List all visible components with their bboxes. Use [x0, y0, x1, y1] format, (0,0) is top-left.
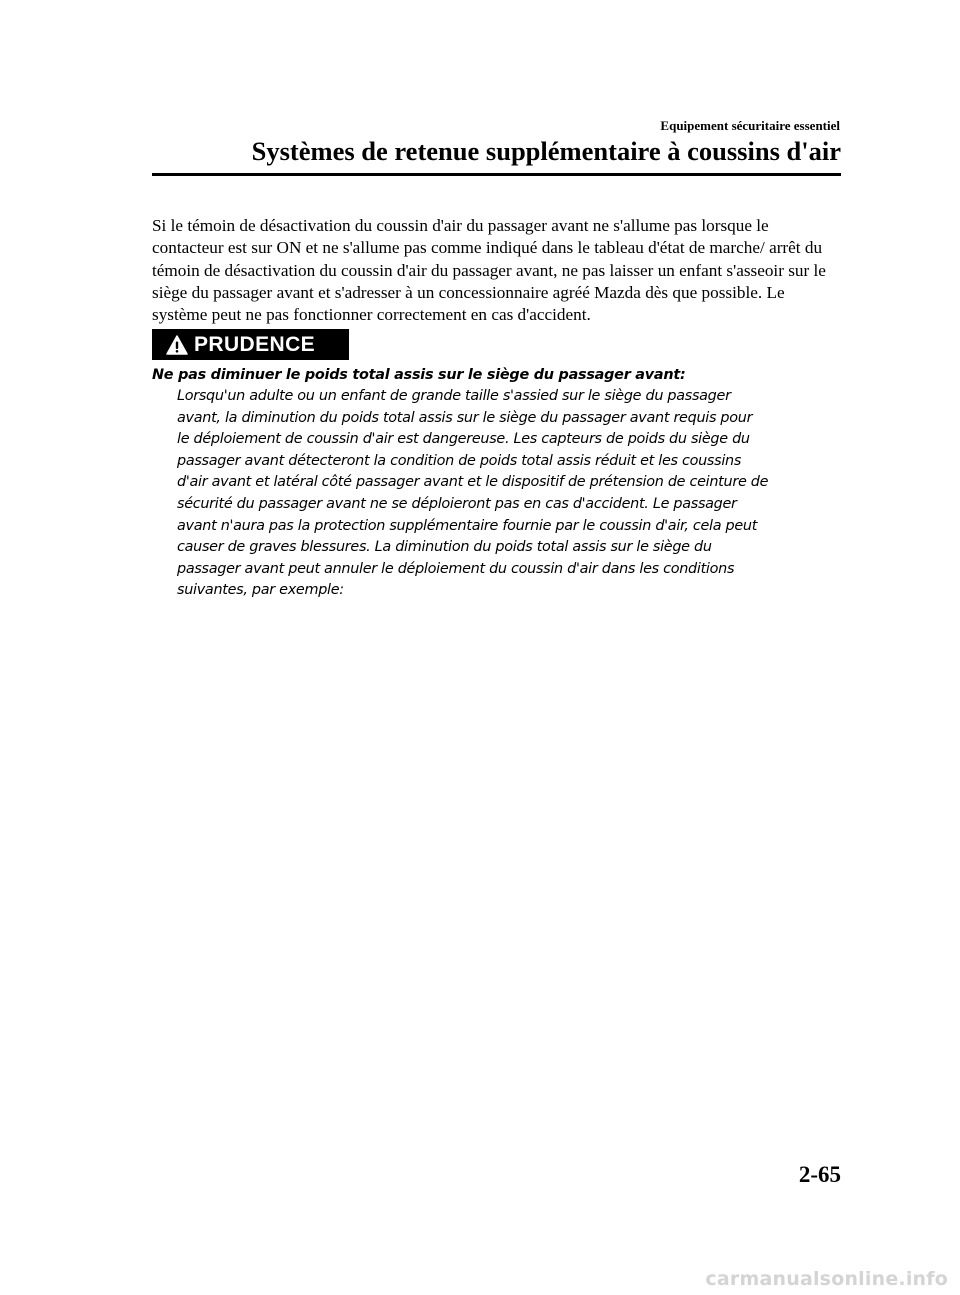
- warning-triangle-icon: [166, 335, 188, 355]
- header-divider: [152, 173, 841, 176]
- caution-badge: [152, 329, 349, 360]
- intro-paragraph: Si le témoin de désactivation du coussin d'air du passager avant ne s'allume pas lorsque le contacteur est sur ON et ne s'allume pas comme indiqué dans le tableau d'état de marche/ arrêt du témoin de désactivation du coussin d'air du passager avant, ne pas laisser un enfant s'asseoir sur le siège du passager avant et s'adresser à un concessionnaire agréé Mazda dès que possible. Le système peut ne pas fonctionner correctement en cas d'accident.: [152, 216, 826, 325]
- caution-body: [177, 386, 847, 602]
- caution-body-line: avant, la diminution du poids total assis sur le siège du passager avant requis pour: [177, 409, 753, 426]
- section-name: Equipement sécuritaire essentiel: [660, 118, 840, 133]
- page-number: 2-65: [798, 1162, 841, 1187]
- caution-body-line: d'air avant et latéral côté passager avant et le dispositif de prétension de ceinture de: [177, 474, 769, 491]
- caution-body-line: sécurité du passager avant ne se déploieront pas en cas d'accident. Le passager: [177, 495, 737, 512]
- caution-body-line: passager avant peut annuler le déploiement du coussin d'air dans les conditions: [177, 560, 735, 577]
- caution-body-line: Lorsqu'un adulte ou un enfant de grande taille s'assied sur le siège du passager: [177, 388, 731, 404]
- caution-heading: Ne pas diminuer le poids total assis sur le siège du passager avant:: [152, 367, 686, 383]
- caution-label: PRUDENCE: [194, 332, 316, 356]
- caution-body-line: le déploiement de coussin d'air est dangereuse. Les capteurs de poids du siège du: [177, 431, 750, 448]
- caution-body-line: suivantes, par exemple:: [177, 582, 344, 599]
- caution-body-line: avant n'aura pas la protection supplémentaire fournie par le coussin d'air, cela peut: [177, 517, 758, 534]
- watermark-text: carmanualsonline.info: [705, 1268, 948, 1290]
- caution-body-line: causer de graves blessures. La diminution du poids total assis sur le siège du: [177, 539, 712, 556]
- page-title: Systèmes de retenue supplémentaire à coussins d'air: [251, 136, 841, 166]
- caution-body-line: passager avant détecteront la condition de poids total assis réduit et les coussins: [177, 452, 742, 469]
